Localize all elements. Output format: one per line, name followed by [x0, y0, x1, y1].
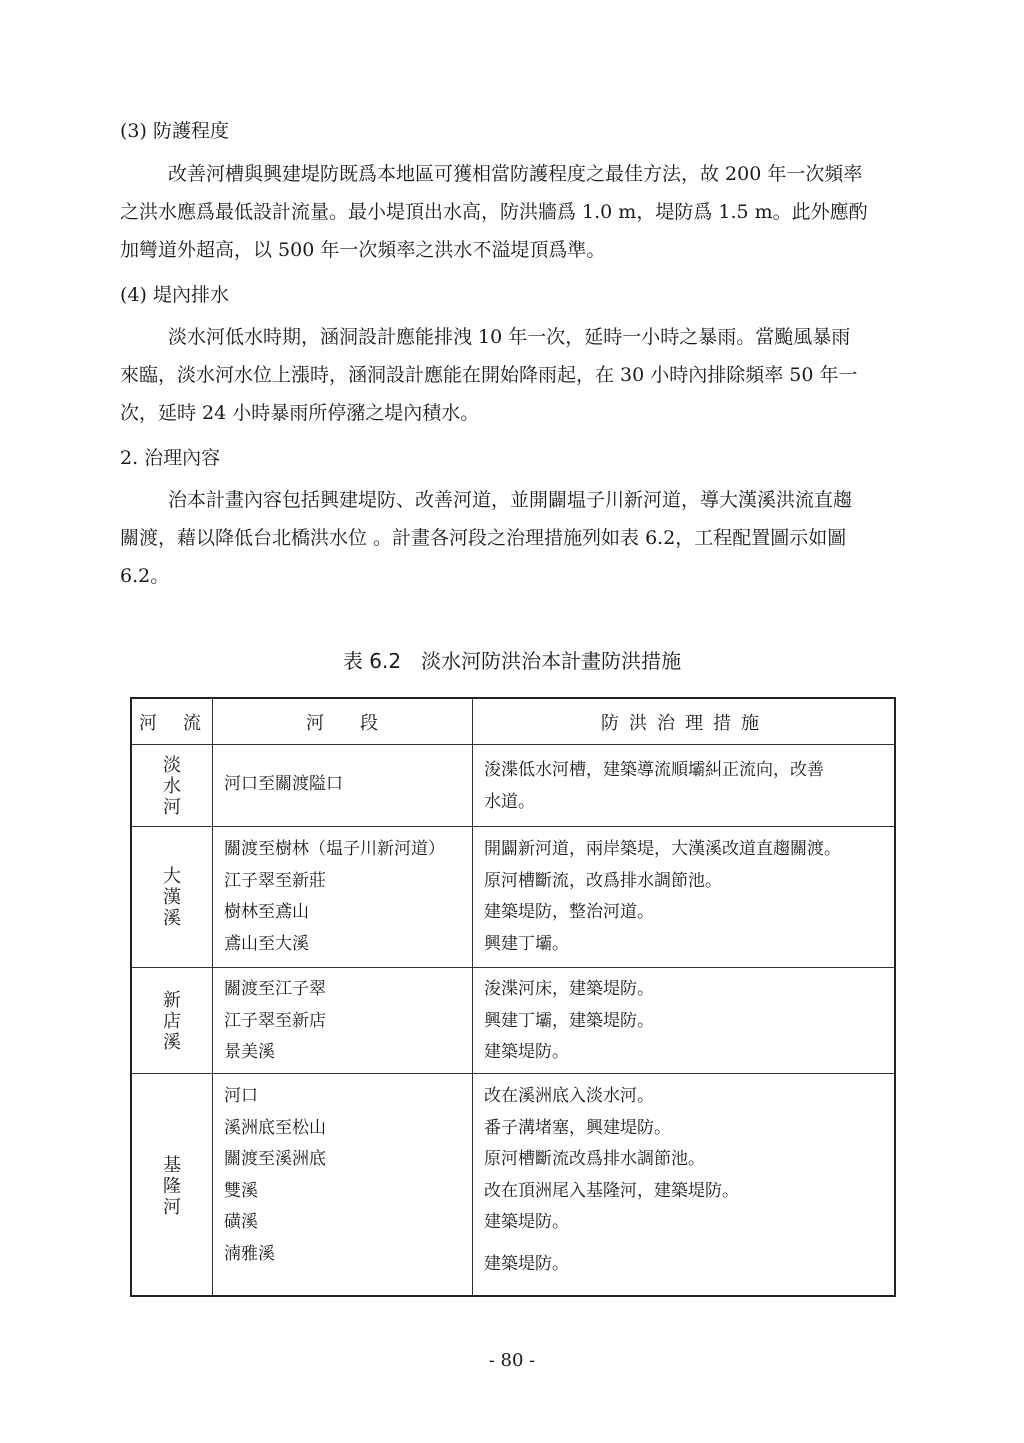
measure-text: 興建丁壩，建築堤防。 — [484, 1010, 654, 1031]
paragraph-flood-protection — [120, 155, 920, 269]
river-name-keelung: 基隆河 — [163, 1154, 181, 1218]
river-section: 湳雅溪 — [224, 1243, 275, 1264]
table-row — [224, 974, 326, 1069]
paragraph-treatment-content — [120, 481, 920, 595]
river-section: 關渡至樹林（塭子川新河道） — [224, 839, 445, 859]
measure-text: 改在頂洲尾入基隆河，建築堤防。 — [484, 1180, 739, 1201]
paragraph-line: 次，延時 24 小時暴雨所停瀦之堤內積水。 — [120, 402, 480, 424]
measure-text: 原河槽斷流改爲排水調節池。 — [484, 1149, 705, 1169]
row-divider — [132, 826, 894, 827]
river-section: 樹林至鳶山 — [224, 902, 309, 922]
table-caption: 表 6.2 淡水河防洪治本計畫防洪措施 — [342, 649, 682, 673]
table-row — [484, 1081, 739, 1280]
column-divider — [212, 699, 213, 1295]
measure-text: 番子溝堵塞，興建堤防。 — [484, 1117, 671, 1138]
paragraph-line: 改善河槽與興建堤防既爲本地區可獲相當防護程度之最佳方法，故 200 年一次頻率 — [168, 163, 863, 185]
river-name-dahan: 大漢溪 — [163, 866, 181, 929]
table-row — [224, 1081, 326, 1270]
header-section: 河 段 — [306, 712, 378, 734]
section-heading-3: (3) 防護程度 — [120, 120, 229, 142]
row-divider — [132, 744, 894, 745]
table-row — [484, 974, 654, 1069]
river-section: 磺溪 — [224, 1212, 258, 1232]
river-section: 關渡至江子翠 — [224, 979, 326, 999]
measure-text: 建築堤防。 — [484, 1042, 569, 1062]
measure-text: 浚渫河床，建築堤防。 — [484, 979, 654, 999]
header-measures: 防洪治理措施 — [601, 712, 769, 734]
measure-text: 浚渫低水河槽，建築導流順壩糾正流向，改善 — [484, 760, 824, 780]
row-divider — [132, 1073, 894, 1074]
measure-text: 建築堤防，整治河道。 — [484, 902, 654, 922]
river-section: 溪洲底至松山 — [224, 1117, 326, 1138]
section-heading-4: (4) 堤內排水 — [120, 284, 229, 306]
measure-text: 改在溪洲底入淡水河。 — [484, 1086, 654, 1106]
measure-text: 水道。 — [484, 791, 535, 812]
river-section: 河口至關渡隘口 — [224, 774, 343, 794]
measure-text: 建築堤防。 — [484, 1212, 569, 1232]
river-name-xindian: 新店溪 — [163, 989, 181, 1053]
table-row — [484, 834, 841, 960]
table-row — [224, 834, 445, 960]
paragraph-line: 治本計畫內容包括興建堤防、改善河道，並開闢塭子川新河道，導大漢溪洪流直趨 — [168, 489, 853, 511]
page-number: - 80 - — [488, 1350, 536, 1371]
header-river: 河 流 — [139, 712, 205, 734]
measure-text: 建築堤防。 — [484, 1253, 569, 1274]
river-section: 關渡至溪洲底 — [224, 1149, 326, 1169]
section-heading-2: 2. 治理內容 — [120, 447, 221, 469]
table-row — [484, 755, 824, 818]
flood-measures-table — [130, 697, 896, 1297]
table-row — [224, 769, 343, 801]
river-section: 鳶山至大溪 — [224, 933, 309, 954]
river-section: 江子翠至新莊 — [224, 870, 326, 891]
paragraph-line: 6.2。 — [120, 565, 170, 587]
measure-text: 開闢新河道，兩岸築堤，大漢溪改道直趨關渡。 — [484, 839, 841, 859]
column-divider — [472, 699, 473, 1295]
paragraph-line: 來臨，淡水河水位上漲時，涵洞設計應能在開始降雨起，在 30 小時內排除頻率 50 年一 — [120, 364, 858, 386]
river-section: 景美溪 — [224, 1042, 275, 1062]
paragraph-line: 關渡，藉以降低台北橋洪水位 。計畫各河段之治理措施列如表 6.2，工程配置圖示如圖 — [120, 527, 847, 549]
paragraph-line: 加彎道外超高，以 500 年一次頻率之洪水不溢堤頂爲準。 — [120, 239, 606, 261]
river-section: 河口 — [224, 1086, 258, 1106]
river-section: 江子翠至新店 — [224, 1010, 326, 1031]
paragraph-line: 之洪水應爲最低設計流量。最小堤頂出水高，防洪牆爲 1.0 m，堤防爲 1.5 m。此外應酌 — [120, 201, 868, 223]
measure-text: 興建丁壩。 — [484, 933, 569, 954]
paragraph-internal-drainage — [120, 318, 920, 432]
river-section: 雙溪 — [224, 1180, 258, 1201]
row-divider — [132, 967, 894, 968]
paragraph-line: 淡水河低水時期，涵洞設計應能排洩 10 年一次，延時一小時之暴雨。當颱風暴雨 — [168, 326, 851, 348]
measure-text: 原河槽斷流，改爲排水調節池。 — [484, 870, 722, 891]
river-name-tamsui: 淡水河 — [163, 754, 181, 818]
